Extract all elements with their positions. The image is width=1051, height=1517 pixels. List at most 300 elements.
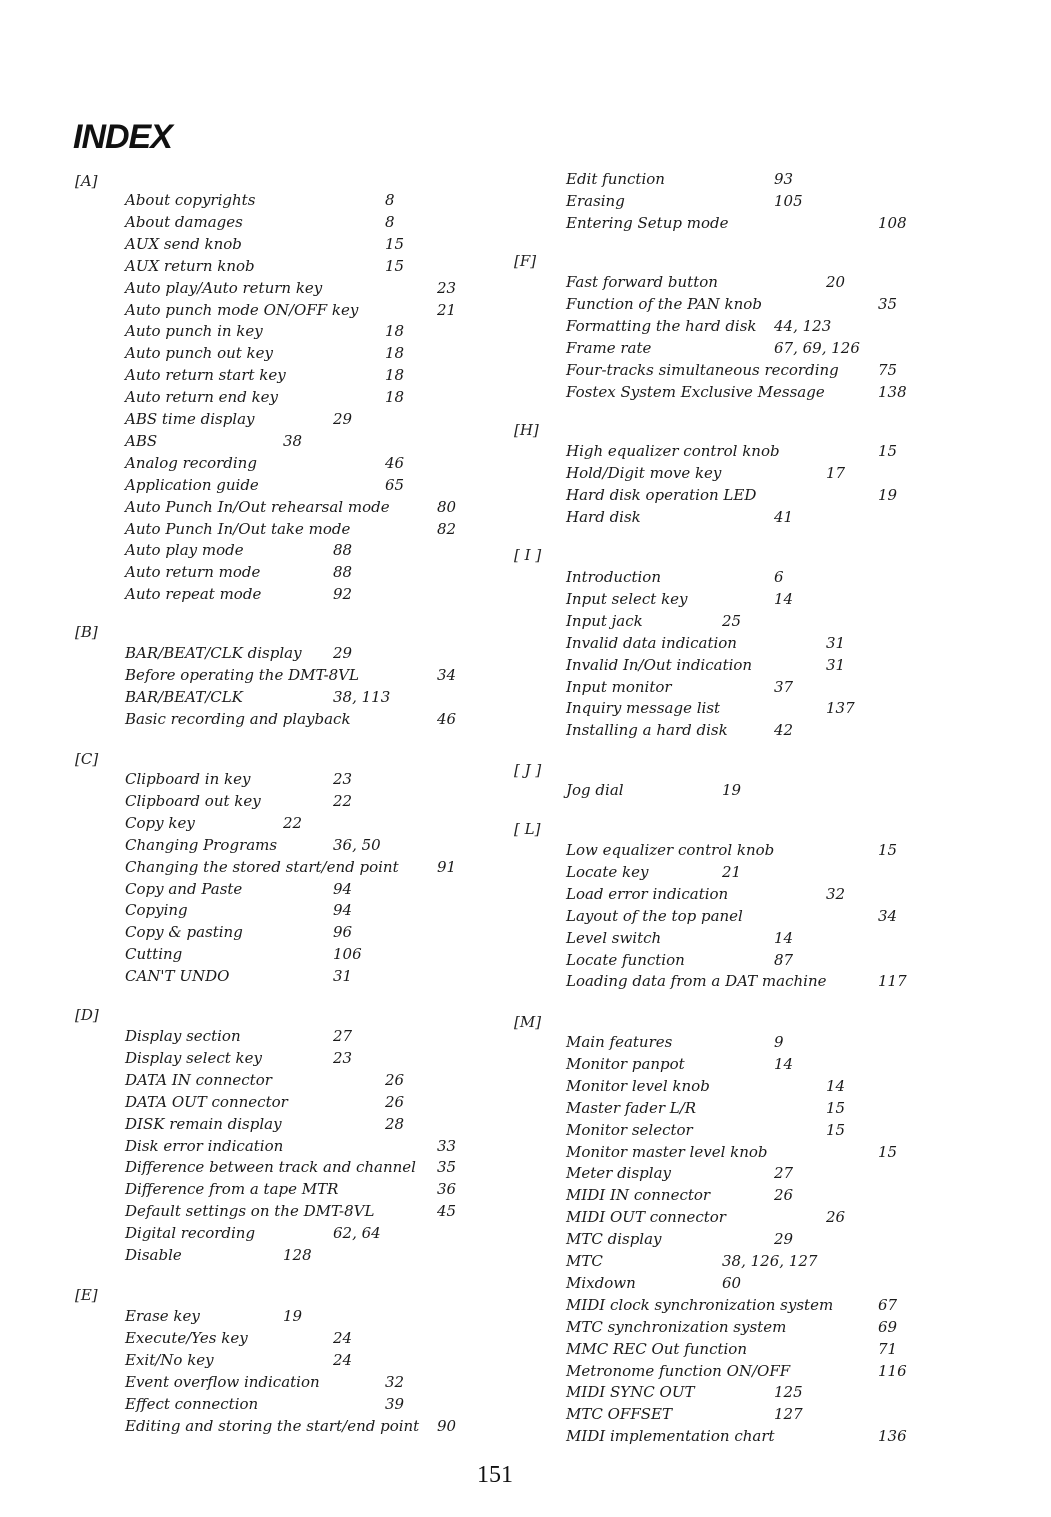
index-entry: [566, 1143, 926, 1163]
index-entry-page: 38, 126, 127: [722, 1252, 818, 1270]
index-entry: [566, 1296, 926, 1316]
index-entry-page: 94: [333, 901, 353, 920]
index-entry-page: 88: [333, 563, 353, 582]
index-entry-page: 75: [878, 360, 898, 379]
index-entry-name: Hold/Digit move key: [566, 463, 722, 482]
index-entry-name: Basic recording and playback: [125, 709, 351, 728]
index-entry-page: 37: [774, 677, 794, 696]
index-entry-name: Copy and Paste: [125, 879, 243, 898]
index-entry-page: 15: [826, 1098, 846, 1117]
index-entry-name: MTC synchronization system: [566, 1317, 787, 1336]
index-entry-name: Loading data from a DAT machine: [566, 972, 827, 991]
index-entry-name: Auto Punch In/Out take mode: [125, 519, 351, 538]
index-entry-name: DATA IN connector: [125, 1070, 272, 1089]
index-entry-name: Auto play/Auto return key: [125, 278, 323, 297]
index-entry: [566, 273, 926, 293]
index-entry: [566, 1164, 926, 1184]
index-entry: [566, 1318, 926, 1338]
index-entry-name: ABS time display: [125, 410, 255, 428]
index-entry-page: 26: [826, 1208, 846, 1227]
index-entry-page: 91: [437, 857, 457, 876]
index-entry: [125, 836, 485, 856]
index-entry: [125, 1202, 485, 1222]
index-entry-page: 23: [333, 770, 353, 788]
index-entry: [125, 792, 485, 812]
index-entry-name: Auto punch out key: [125, 344, 274, 363]
index-entry-page: 80: [437, 497, 457, 516]
index-entry-name: Changing Programs: [125, 835, 278, 854]
index-entry-name: Monitor selector: [566, 1120, 693, 1139]
section-label-l: [ L]: [514, 820, 541, 838]
index-entry: [566, 699, 926, 719]
index-entry-page: 31: [826, 655, 846, 674]
index-entry: [566, 339, 926, 359]
index-entry-page: 67: [878, 1295, 898, 1314]
section-label-h: [H]: [514, 421, 539, 439]
index-entry-name: Locate key: [566, 862, 649, 881]
index-entry: [566, 508, 926, 528]
index-entry-page: 71: [878, 1339, 898, 1358]
index-entry: [125, 1395, 485, 1415]
index-entry: [566, 1230, 926, 1250]
index-entry-page: 28: [385, 1114, 405, 1133]
index-entry-name: MIDI SYNC OUT: [566, 1383, 695, 1402]
index-entry: [566, 1252, 926, 1272]
index-entry-name: MIDI OUT connector: [566, 1208, 726, 1227]
index-entry-page: 18: [385, 344, 405, 363]
index-entry-page: 33: [437, 1136, 457, 1155]
index-entry: [125, 1027, 485, 1047]
index-entry-page: 44, 123: [774, 316, 832, 335]
page-title: INDEX: [73, 118, 172, 156]
index-entry-page: 21: [437, 300, 457, 319]
index-entry-page: 67, 69, 126: [774, 338, 860, 357]
index-entry-page: 26: [385, 1070, 405, 1089]
index-entry: [566, 656, 926, 676]
section-label-j: [ J ]: [514, 761, 542, 779]
index-entry-name: Auto return mode: [125, 563, 261, 582]
index-entry-page: 88: [333, 541, 353, 560]
index-entry: [566, 781, 926, 801]
index-entry-name: Default settings on the DMT-8VL: [125, 1202, 375, 1221]
index-entry-page: 15: [385, 256, 405, 275]
index-entry-name: DATA OUT connector: [125, 1092, 288, 1111]
index-entry-page: 62, 64: [333, 1224, 381, 1243]
index-entry-page: 32: [826, 884, 846, 903]
index-entry-page: 128: [283, 1246, 312, 1264]
index-entry-page: 92: [333, 585, 353, 604]
index-entry-name: Edit function: [566, 170, 665, 188]
index-entry: [566, 907, 926, 927]
index-entry: [566, 361, 926, 381]
index-entry: [125, 644, 485, 664]
index-entry-page: 29: [333, 410, 353, 428]
index-entry: [125, 191, 485, 211]
index-entry-page: 90: [437, 1416, 457, 1435]
index-entry-name: MTC display: [566, 1230, 662, 1249]
index-entry-name: Fast forward button: [566, 273, 718, 291]
section-label-d: [D]: [75, 1006, 99, 1024]
index-entry: [125, 967, 485, 987]
index-entry-name: Disk error indication: [125, 1136, 284, 1155]
index-entry: [566, 1186, 926, 1206]
index-entry: [566, 951, 926, 971]
index-entry-page: 82: [437, 519, 457, 538]
index-entry: [125, 541, 485, 561]
index-entry: [566, 1099, 926, 1119]
index-entry-page: 18: [385, 322, 405, 341]
index-entry: [566, 1208, 926, 1228]
index-entry: [125, 344, 485, 364]
section-label-c: [C]: [75, 750, 99, 768]
index-entry-name: BAR/BEAT/CLK display: [125, 644, 302, 662]
index-entry-page: 45: [437, 1202, 457, 1221]
index-entry-page: 20: [826, 273, 846, 291]
index-entry-name: Copy key: [125, 813, 195, 832]
index-entry-page: 19: [722, 781, 742, 799]
index-entry-page: 27: [774, 1164, 794, 1183]
index-entry-page: 42: [774, 721, 794, 740]
index-entry: [566, 612, 926, 632]
index-entry-name: Level switch: [566, 928, 662, 947]
index-entry-page: 8: [385, 212, 395, 231]
index-entry: [125, 366, 485, 386]
index-entry: [125, 520, 485, 540]
index-entry-page: 46: [437, 709, 457, 728]
index-entry-page: 106: [333, 945, 362, 964]
index-entry-page: 22: [283, 813, 303, 832]
index-entry-name: MTC OFFSET: [566, 1405, 672, 1424]
index-entry: [125, 945, 485, 965]
index-entry-name: Disable: [125, 1246, 182, 1264]
index-entry-name: About copyrights: [125, 191, 256, 209]
index-entry-page: 93: [774, 170, 794, 188]
index-entry-name: Load error indication: [566, 884, 729, 903]
index-entry-page: 9: [774, 1033, 784, 1051]
index-entry-name: Auto repeat mode: [125, 585, 262, 604]
index-entry-page: 38: [283, 431, 303, 450]
index-entry-page: 34: [437, 665, 457, 684]
index-entry-name: Digital recording: [125, 1224, 256, 1243]
index-entry: [125, 688, 485, 708]
index-entry: [566, 383, 926, 403]
index-entry-name: Exit/No key: [125, 1350, 214, 1369]
index-entry: [566, 170, 926, 190]
index-entry-page: 117: [878, 972, 907, 991]
index-entry: [125, 1115, 485, 1135]
index-entry: [125, 1307, 485, 1327]
index-entry-page: 15: [878, 1142, 898, 1161]
index-entry-name: Display section: [125, 1027, 241, 1045]
index-entry: [125, 1373, 485, 1393]
index-entry-page: 23: [437, 278, 457, 297]
section-label-b: [B]: [75, 623, 98, 641]
index-entry-page: 8: [385, 191, 395, 209]
index-entry-name: Invalid data indication: [566, 633, 737, 652]
index-entry: [566, 1383, 926, 1403]
index-entry: [566, 972, 926, 992]
index-entry: [125, 257, 485, 277]
index-entry-page: 105: [774, 191, 803, 210]
index-entry-name: Input monitor: [566, 677, 672, 696]
index-entry-name: Erasing: [566, 191, 625, 210]
index-entry-page: 26: [385, 1092, 405, 1111]
index-entry-page: 125: [774, 1383, 803, 1402]
index-entry-name: Cutting: [125, 945, 183, 964]
index-entry-name: Master fader L/R: [566, 1098, 697, 1117]
index-entry: [566, 841, 926, 861]
index-entry-name: Four-tracks simultaneous recording: [566, 360, 839, 379]
index-entry-page: 31: [333, 967, 353, 986]
index-entry-name: MIDI IN connector: [566, 1186, 711, 1205]
index-entry-name: MMC REC Out function: [566, 1339, 747, 1358]
index-entry-name: Function of the PAN knob: [566, 294, 762, 313]
section-label-f: [F]: [514, 252, 537, 270]
index-entry-name: DISK remain display: [125, 1114, 282, 1133]
index-entry-page: 17: [826, 463, 846, 482]
index-entry-name: Auto return end key: [125, 388, 279, 407]
index-entry-page: 18: [385, 388, 405, 407]
page-number: 151: [477, 1462, 513, 1488]
index-entry-page: 27: [333, 1027, 353, 1045]
index-entry-name: Introduction: [566, 568, 661, 586]
index-entry: [125, 1049, 485, 1069]
index-entry-page: 25: [722, 611, 742, 630]
index-entry-name: Changing the stored start/end point: [125, 857, 399, 876]
index-entry: [566, 192, 926, 212]
index-entry: [125, 1180, 485, 1200]
index-entry-name: Difference between track and channel: [125, 1158, 416, 1177]
index-entry-page: 19: [878, 485, 898, 504]
index-entry: [566, 721, 926, 741]
index-entry-name: Auto play mode: [125, 541, 244, 560]
index-entry: [125, 563, 485, 583]
section-label-e: [E]: [75, 1286, 98, 1304]
index-entry-name: Monitor level knob: [566, 1076, 710, 1095]
index-entry-name: Analog recording: [125, 453, 257, 472]
index-entry: [125, 901, 485, 921]
index-entry-name: MTC: [566, 1252, 603, 1270]
index-entry-name: AUX return knob: [125, 256, 255, 275]
index-entry: [566, 863, 926, 883]
index-entry: [566, 1427, 926, 1447]
index-entry: [566, 1055, 926, 1075]
index-entry-name: Jog dial: [566, 781, 624, 799]
index-entry: [566, 214, 926, 234]
index-entry-name: Before operating the DMT-8VL: [125, 665, 359, 684]
index-entry-name: BAR/BEAT/CLK: [125, 687, 243, 706]
index-entry-page: 24: [333, 1328, 353, 1347]
index-entry-name: Clipboard in key: [125, 770, 251, 788]
index-entry: [566, 1121, 926, 1141]
index-entry-page: 38, 113: [333, 687, 391, 706]
index-entry: [125, 880, 485, 900]
index-entry-page: 96: [333, 923, 353, 942]
index-entry-name: Installing a hard disk: [566, 721, 728, 740]
index-entry-name: Invalid In/Out indication: [566, 655, 753, 674]
index-entry-name: Copying: [125, 901, 188, 920]
index-entry-name: AUX send knob: [125, 234, 242, 253]
index-entry-page: 136: [878, 1427, 907, 1446]
index-entry-name: High equalizer control knob: [566, 442, 780, 460]
section-label-a: [A]: [75, 172, 98, 190]
index-entry-page: 127: [774, 1405, 803, 1424]
index-entry: [125, 770, 485, 790]
index-entry: [125, 301, 485, 321]
index-entry-page: 6: [774, 568, 784, 586]
index-entry-name: Formatting the hard disk: [566, 316, 757, 335]
index-entry-page: 22: [333, 791, 353, 810]
index-entry: [125, 388, 485, 408]
index-entry-name: About damages: [125, 212, 243, 231]
index-entry-page: 19: [283, 1307, 303, 1325]
index-entry-page: 60: [722, 1273, 742, 1292]
index-entry-name: Main features: [566, 1033, 673, 1051]
index-entry: [566, 295, 926, 315]
index-entry-name: Auto Punch In/Out rehearsal mode: [125, 497, 390, 516]
index-entry-name: ABS: [125, 431, 158, 450]
index-entry-name: Input jack: [566, 611, 643, 630]
index-entry-page: 69: [878, 1317, 898, 1336]
index-entry-name: Meter display: [566, 1164, 671, 1183]
index-entry-name: Inquiry message list: [566, 699, 721, 718]
index-entry-page: 137: [826, 699, 855, 718]
index-entry: [125, 1224, 485, 1244]
index-entry: [125, 322, 485, 342]
index-entry-page: 14: [774, 928, 794, 947]
index-entry-page: 35: [437, 1158, 457, 1177]
index-entry-name: Clipboard out key: [125, 791, 261, 810]
index-entry-page: 108: [878, 213, 907, 232]
index-entry-name: Fostex System Exclusive Message: [566, 382, 825, 401]
index-entry-name: MIDI clock synchronization system: [566, 1295, 834, 1314]
index-entry-page: 36, 50: [333, 835, 381, 854]
index-entry: [566, 1340, 926, 1360]
section-label-i: [ I ]: [514, 546, 542, 564]
index-entry-page: 36: [437, 1180, 457, 1199]
index-entry-name: Execute/Yes key: [125, 1328, 248, 1347]
index-entry: [125, 235, 485, 255]
index-entry: [566, 1405, 926, 1425]
index-entry-name: Auto return start key: [125, 366, 286, 385]
index-entry: [566, 634, 926, 654]
index-entry-page: 15: [826, 1120, 846, 1139]
index-entry: [566, 1077, 926, 1097]
index-entry-page: 32: [385, 1372, 405, 1391]
index-entry-page: 14: [826, 1076, 846, 1095]
index-entry: [125, 1329, 485, 1349]
section-label-m: [M]: [514, 1013, 542, 1031]
index-entry-name: Copy & pasting: [125, 923, 243, 942]
index-entry-page: 35: [878, 294, 898, 313]
index-entry-page: 23: [333, 1048, 353, 1067]
index-entry-name: Effect connection: [125, 1394, 259, 1413]
index-entry-name: Editing and storing the start/end point: [125, 1416, 420, 1435]
index-entry-name: Difference from a tape MTR: [125, 1180, 339, 1199]
index-entry: [125, 410, 485, 430]
index-entry-name: Entering Setup mode: [566, 213, 729, 232]
index-entry-page: 21: [722, 862, 742, 881]
index-entry-page: 138: [878, 382, 907, 401]
index-entry: [125, 213, 485, 233]
index-entry-name: Monitor master level knob: [566, 1142, 768, 1161]
index-entry-name: Application guide: [125, 475, 259, 494]
index-entry: [125, 585, 485, 605]
index-entry: [125, 1071, 485, 1091]
index-entry-page: 26: [774, 1186, 794, 1205]
index-entry-name: Hard disk operation LED: [566, 485, 757, 504]
index-entry-name: Frame rate: [566, 338, 652, 357]
index-entry: [125, 279, 485, 299]
index-entry: [566, 442, 926, 462]
index-entry-name: CAN'T UNDO: [125, 967, 230, 986]
index-entry-name: Event overflow indication: [125, 1372, 320, 1391]
index-entry-page: 14: [774, 589, 794, 608]
index-entry-name: Layout of the top panel: [566, 906, 743, 925]
index-entry: [125, 1417, 485, 1437]
index-entry-page: 15: [878, 841, 898, 859]
index-entry: [566, 486, 926, 506]
index-entry-page: 39: [385, 1394, 405, 1413]
index-entry: [125, 710, 485, 730]
index-entry: [566, 885, 926, 905]
index-entry: [125, 1351, 485, 1371]
index-entry-page: 41: [774, 507, 794, 526]
index-entry-name: Hard disk: [566, 507, 641, 526]
index-entry: [566, 590, 926, 610]
index-entry-page: 116: [878, 1361, 907, 1380]
index-entry-name: Auto punch mode ON/OFF key: [125, 300, 359, 319]
index-entry-page: 87: [774, 950, 794, 969]
index-entry: [125, 666, 485, 686]
index-entry-page: 29: [333, 644, 353, 662]
index-entry-name: Auto punch in key: [125, 322, 263, 341]
index-entry: [125, 1093, 485, 1113]
index-entry-page: 15: [878, 442, 898, 460]
index-entry: [566, 317, 926, 337]
index-entry-page: 14: [774, 1054, 794, 1073]
index-entry: [125, 814, 485, 834]
index-entry: [566, 678, 926, 698]
index-entry: [566, 1362, 926, 1382]
index-entry: [125, 1246, 485, 1266]
index-entry-page: 65: [385, 475, 405, 494]
index-entry: [566, 929, 926, 949]
index-entry: [566, 1274, 926, 1294]
index-entry-page: 29: [774, 1230, 794, 1249]
index-entry: [125, 858, 485, 878]
index-entry: [125, 476, 485, 496]
index-entry: [125, 454, 485, 474]
index-entry-name: Monitor panpot: [566, 1054, 685, 1073]
index-entry-name: MIDI implementation chart: [566, 1427, 775, 1446]
index-entry-page: 15: [385, 234, 405, 253]
index-entry-name: Input select key: [566, 589, 688, 608]
index-entry-name: Erase key: [125, 1307, 200, 1325]
index-entry-page: 18: [385, 366, 405, 385]
index-entry: [566, 464, 926, 484]
index-entry-name: Metronome function ON/OFF: [566, 1361, 791, 1380]
index-entry: [125, 498, 485, 518]
index-entry: [125, 432, 485, 452]
index-entry-page: 24: [333, 1350, 353, 1369]
index-entry-page: 94: [333, 879, 353, 898]
index-entry-name: Display select key: [125, 1048, 262, 1067]
index-entry-page: 34: [878, 906, 898, 925]
index-entry-name: Mixdown: [566, 1273, 636, 1292]
index-entry: [125, 1137, 485, 1157]
index-entry: [125, 923, 485, 943]
